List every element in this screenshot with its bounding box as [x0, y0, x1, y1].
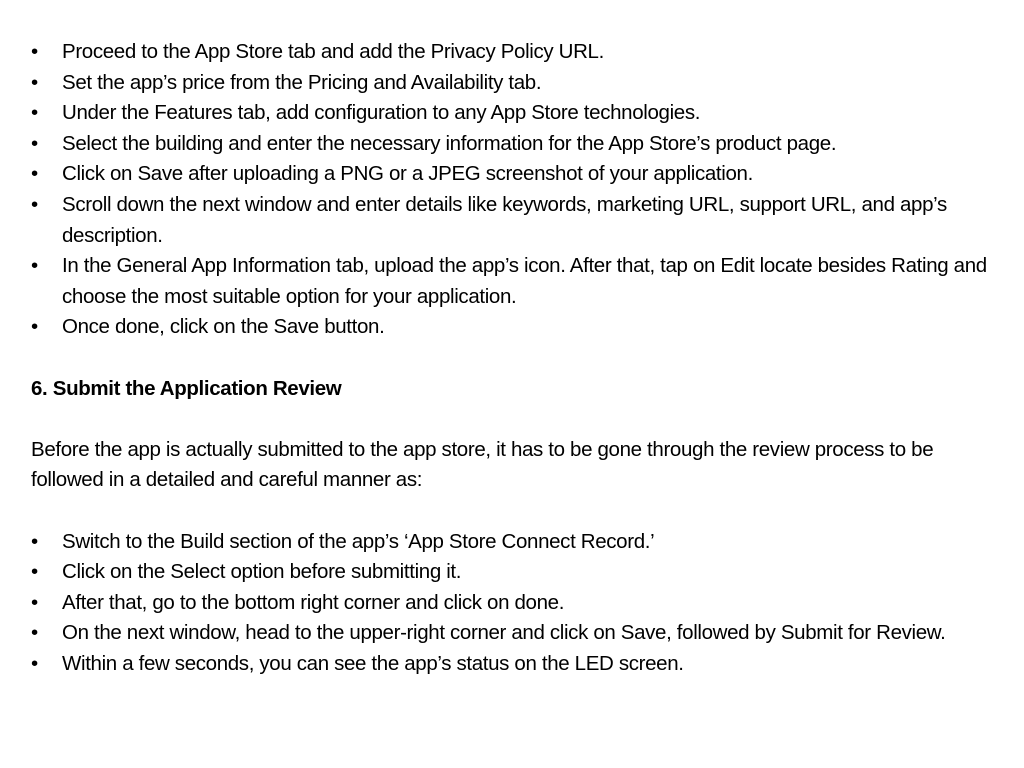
list-item	[31, 129, 1001, 160]
bullet-icon: •	[31, 315, 38, 339]
blank-line	[31, 496, 1001, 527]
section-paragraph: Before the app is actually submitted to the app store, it has to be gone through the review process to be followed in a detailed and careful manner as:	[31, 437, 934, 492]
bullet-icon: •	[31, 254, 38, 278]
list-item	[31, 618, 1001, 649]
list-item-text: Within a few seconds, you can see the app’s status on the LED screen.	[62, 651, 684, 675]
bullet-icon: •	[31, 590, 38, 614]
list-item-text: Switch to the Build section of the app’s ‘App Store Connect Record.’	[62, 529, 655, 553]
bullet-icon: •	[31, 70, 38, 94]
bullet-icon: •	[31, 40, 38, 63]
list-item-text: On the next window, head to the upper-right corner and click on Save, followed by Submit for Review.	[62, 621, 946, 645]
list-item-text: Under the Features tab, add configuration to any App Store technologies.	[62, 101, 701, 125]
slide-content	[31, 37, 1001, 679]
list-item-text: In the General App Information tab, upload the app’s icon. After that, tap on Edit locate besides Rating and choose the most suitable option for your application.	[62, 254, 987, 308]
list-item	[31, 557, 1001, 588]
bullet-icon: •	[31, 192, 38, 216]
list-item	[31, 68, 1001, 99]
list-item	[31, 98, 1001, 129]
list-item	[31, 588, 1001, 619]
blank-line	[31, 404, 1001, 435]
list-item-text: After that, go to the bottom right corner and click on done.	[62, 590, 565, 614]
list-item-text: Select the building and enter the necessary information for the App Store’s product page.	[62, 131, 837, 155]
list-item	[31, 190, 1001, 251]
bullet-icon: •	[31, 621, 38, 645]
blank-line	[31, 343, 1001, 374]
list-item-text: Set the app’s price from the Pricing and Availability tab.	[62, 70, 542, 94]
bullet-icon: •	[31, 162, 38, 186]
list-item	[31, 527, 1001, 558]
list-item-text: Click on Save after uploading a PNG or a JPEG screenshot of your application.	[62, 162, 753, 186]
steps-list-top	[31, 37, 1001, 343]
list-item-text: Click on the Select option before submitting it.	[62, 560, 462, 584]
bullet-icon: •	[31, 560, 38, 584]
list-item-text: Scroll down the next window and enter details like keywords, marketing URL, support URL, and app’s description.	[62, 192, 947, 247]
bullet-icon: •	[31, 101, 38, 125]
list-item	[31, 312, 1001, 343]
list-item	[31, 159, 1001, 190]
list-item	[31, 251, 1001, 312]
list-item	[31, 37, 1001, 68]
steps-list-bottom	[31, 527, 1001, 680]
list-item	[31, 649, 1001, 680]
bullet-icon: •	[31, 651, 38, 675]
list-item-text: Once done, click on the Save button.	[62, 315, 385, 339]
list-item-text: Proceed to the App Store tab and add the Privacy Policy URL.	[62, 40, 604, 63]
bullet-icon: •	[31, 131, 38, 155]
bullet-icon: •	[31, 529, 38, 553]
section-heading: 6. Submit the Application Review	[31, 376, 342, 400]
